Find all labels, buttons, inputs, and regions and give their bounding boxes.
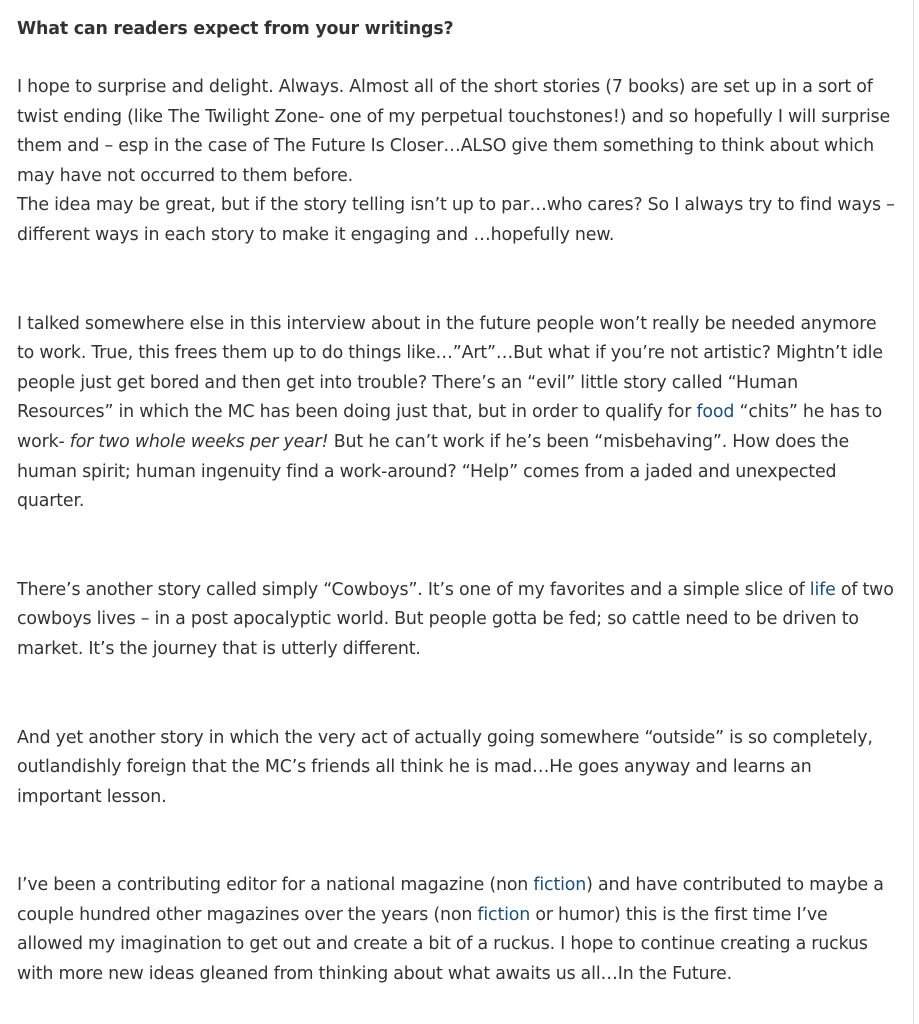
answer-paragraph-5 (17, 871, 895, 989)
life-link[interactable]: life (809, 579, 836, 600)
italic-emphasis: for two whole weeks per year! (69, 431, 329, 452)
paragraph-spacer (17, 251, 895, 310)
paragraph-spacer (17, 517, 895, 576)
fiction-link[interactable]: fiction (533, 875, 587, 896)
answer-paragraph-5-text-3: or humor) this is the first time I’ve allowed my imagination to get out and create a bit of a ruckus. I hope to continue creating a ruckus with more new ideas gleaned from thinking about what awaits us all…In the Future. (17, 904, 868, 985)
answer-paragraph-3-text-2: of two cowboys lives – in a post apocalyptic world. But people gotta be fed; so cattle need to be driven to market. It’s the journey that is utterly different. (17, 579, 894, 659)
answer-paragraph-1-text: I hope to surprise and delight. Always. Almost all of the short stories (7 books) are set up in a sort of twist ending (like The Twilight Zone- one of my perpetual touchstones!) and so hopefully I will surprise them and – esp in the case of The Future Is Closer…ALSO give them something to think about which may have not occurred to them before. (17, 77, 891, 186)
interview-question: What can readers expect from your writings? (17, 19, 454, 39)
fiction-link-2[interactable]: fiction (477, 904, 531, 925)
answer-paragraph-2-text: I talked somewhere else in this interview about in the future people won’t really be needed anymore to work. True, this frees them up to do things like…”Art”…But what if you’re not artistic? Mightn’t idle people just get bored and then get into trouble? There’s an “evil” little story called “Human Resources” in which the MC has been doing just that, but in order to qualify for (17, 313, 883, 423)
answer-paragraph-5-text: I’ve been a contributing editor for a national magazine (non (17, 875, 534, 896)
paragraph-spacer (17, 665, 895, 724)
answer-paragraph-4: And yet another story in which the very act of actually going somewhere “outside” is so completely, outlandishly foreign that the MC’s friends all think he is mad…He goes anyway and learns an important lesson. (17, 727, 873, 807)
answer-paragraph-2-text-2: “chits” he has to work- (17, 402, 883, 452)
answer-paragraph-5-text-2: ) and have contributed to maybe a couple hundred other magazines over the years (non (17, 875, 884, 925)
answer-paragraph-2-text-3: But he can’t work if he’s been “misbehaving”. How does the human spirit; human ingenuity find a work-around? “Help” comes from a jaded and unexpected quarter. (17, 431, 850, 512)
answer-paragraph-3-text: There’s another story called simply “Cowboys”. It’s one of my favorites and a simple slice of (17, 579, 810, 600)
answer-paragraph-1 (17, 73, 895, 251)
answer-paragraph-1-text-2: The idea may be great, but if the story telling isn’t up to par…who cares? So I always try to find ways – different ways in each story to make it engaging and …hopefully new. (17, 195, 895, 245)
food-link[interactable]: food (696, 402, 735, 423)
answer-paragraph-3 (17, 576, 895, 665)
answer-paragraph-2 (17, 310, 895, 517)
paragraph-spacer (17, 812, 895, 871)
